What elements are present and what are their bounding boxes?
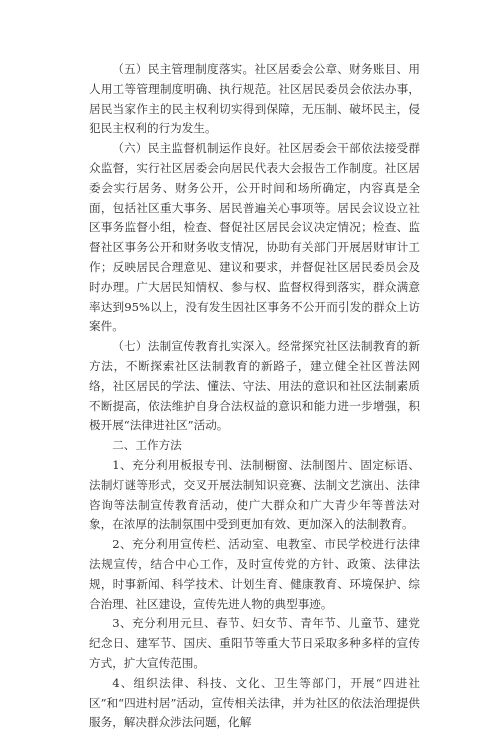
method-item-4: 4、组织法律、科技、文化、卫生等部门，开展“四进社区”和“四进村居”活动，宣传相关法律，并为社区的依法治理提供服务，解决群众涉法问题，化解 bbox=[89, 675, 420, 730]
paragraph-democratic-management: （五）民主管理制度落实。社区居委会公章、财务账目、用人用工等管理制度明确、执行规范。社区居民委员会依法办事，居民当家作主的民主权利切实得到保障，无压制、破坏民主，侵犯民主权利的行为发生。 bbox=[89, 62, 420, 136]
paragraph-legal-education: （七）法制宣传教育扎实深入。经常探究社区法制教育的新方法，不断探索社区法制教育的新路子，建立健全社区普法网络，社区居民的学法、懂法、守法、用法的意识和社区法制素质不断提高，依法维护自身合法权益的意识和能力进一步增强，积极开展“法律进社区”活动。 bbox=[89, 339, 420, 433]
method-item-1: 1、充分利用板报专刊、法制橱窗、法制图片、固定标语、法制灯谜等形式，交叉开展法制知识竞赛、法制文艺演出、法律咨询等法制宣传教育活动，使广大群众和广大青少年等普法对象，在浓厚的法制氛围中受到更加有效、更加深入的法制教育。 bbox=[89, 457, 420, 532]
method-item-3: 3、充分利用元旦、春节、妇女节、青年节、儿童节、建党纪念日、建军节、国庆、重阳节等重大节日采取多种多样的宣传方式，扩大宣传范围。 bbox=[89, 616, 420, 670]
paragraph-democratic-supervision: （六）民主监督机制运作良好。社区居委会干部依法接受群众监督，实行社区居委会向居民代表大会报告工作制度。社区居委会实行居务、财务公开，公开时间和场所确定，内容真是全面，包括社区重大事务、居民普遍关心事项等。居民会议设立社区事务监督小组，检查、督促社区居民会议决定情况；检查、监督社区事务公开和财务收支情况，协助有关部门开展居财审计工作；反映居民合理意见、建议和要求，并督促社区居民委员会及时办理。广大居民知情权、参与权、监督权得到落实，群众满意率达到95%以上，没有发生因社区事务不公开而引发的群众上访案件。 bbox=[89, 141, 420, 334]
section-heading-work-methods: 二、工作方法 bbox=[112, 438, 182, 453]
method-item-2: 2、充分利用宣传栏、活动室、电教室、市民学校进行法律法规宣传，结合中心工作，及时宣传党的方针、政策、法律法规，时事新闻、科学技术、计划生育、健康教育、环境保护、综合治理、社区建设，宣传先进人物的典型事迹。 bbox=[89, 537, 420, 611]
